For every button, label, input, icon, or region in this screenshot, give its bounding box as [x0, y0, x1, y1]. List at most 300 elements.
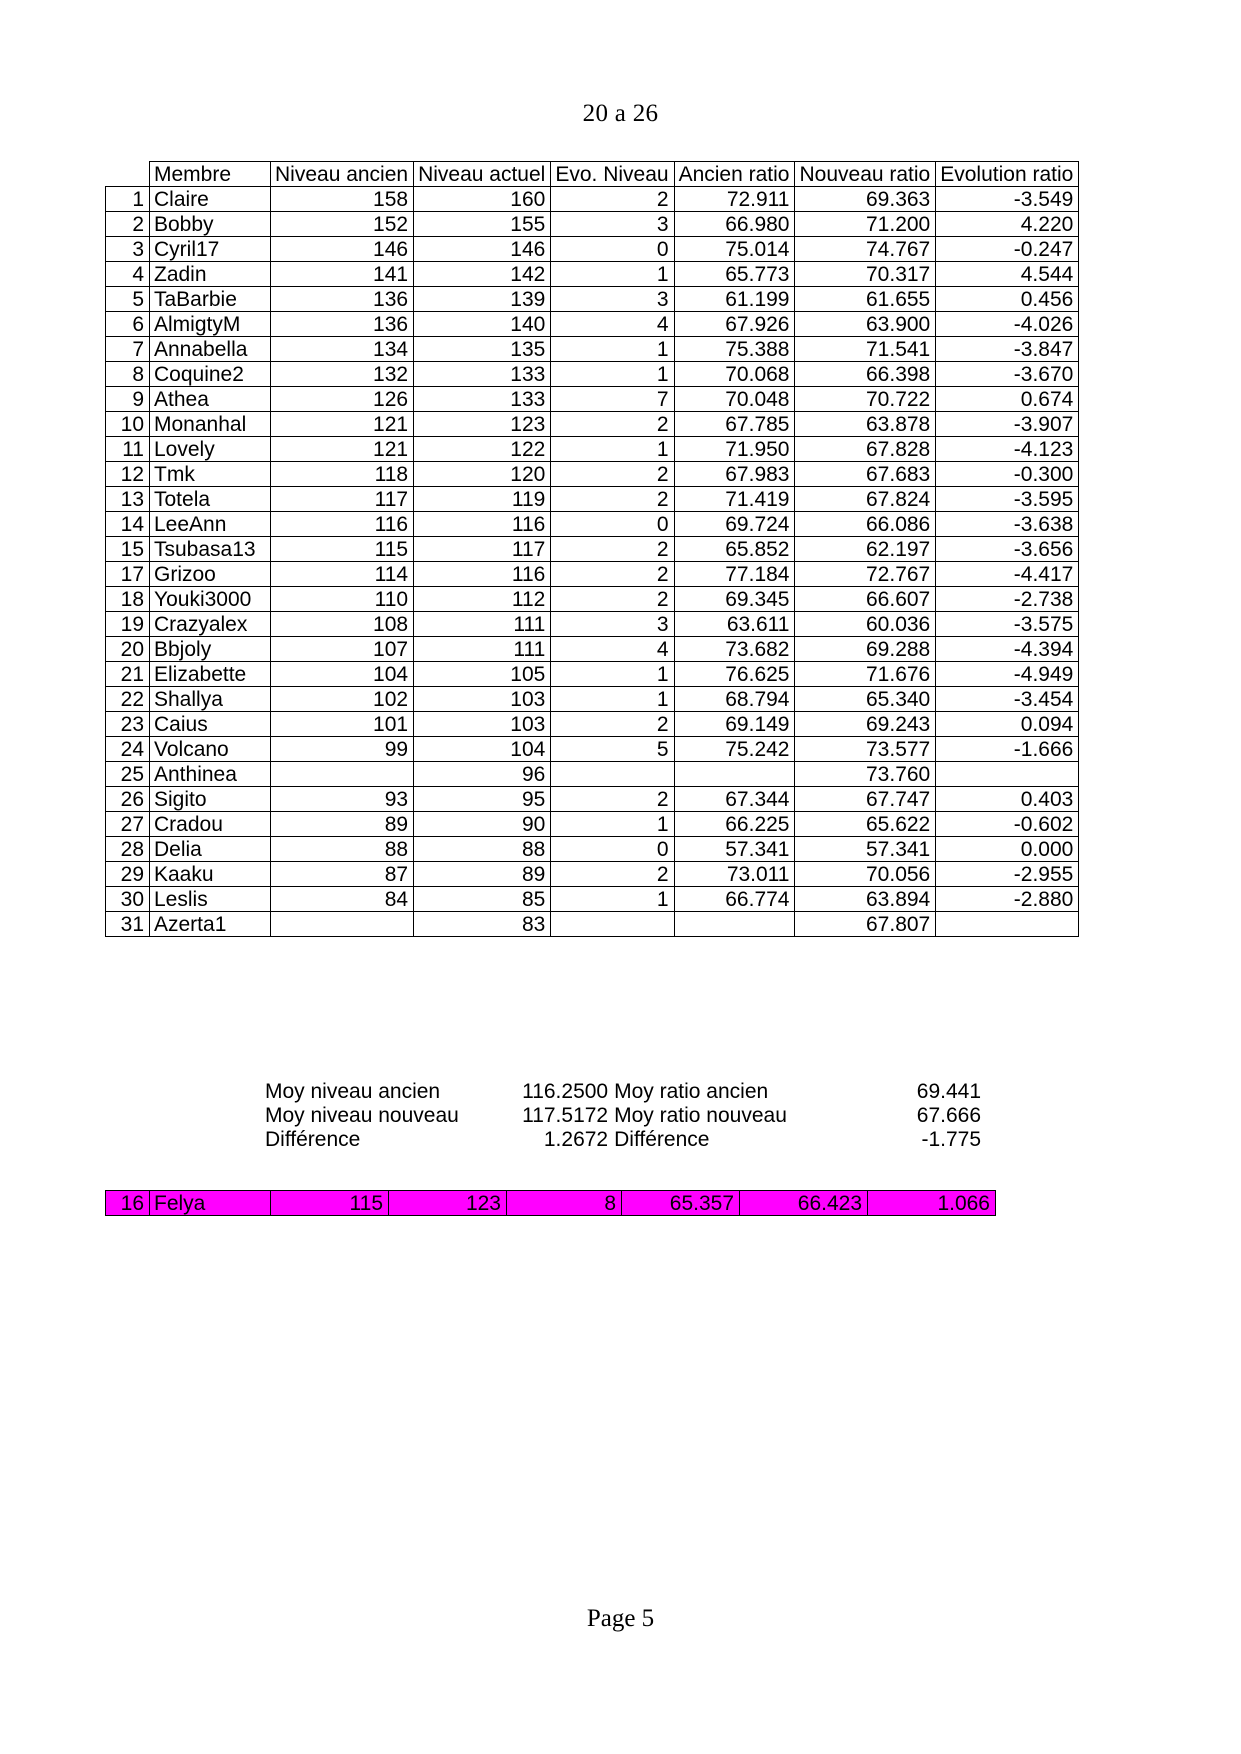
cell-evo-niveau: 4 [551, 312, 674, 337]
cell-niveau-ancien: 87 [271, 862, 414, 887]
cell-niveau-ancien: 126 [271, 387, 414, 412]
cell-niveau-actuel: 105 [414, 662, 551, 687]
cell-evolution-ratio: -1.666 [936, 737, 1079, 762]
cell-evo-niveau: 2 [551, 787, 674, 812]
cell-nouveau-ratio: 67.824 [795, 487, 936, 512]
cell-evolution-ratio: -3.656 [936, 537, 1079, 562]
cell-niveau-ancien: 107 [271, 637, 414, 662]
cell-membre: Azerta1 [150, 912, 271, 937]
cell-niveau-actuel: 133 [414, 387, 551, 412]
cell-niveau-ancien [271, 912, 414, 937]
cell-membre: Caius [150, 712, 271, 737]
table-header [106, 162, 1079, 187]
row-index: 3 [106, 237, 150, 262]
cell-evolution-ratio: -4.394 [936, 637, 1079, 662]
cell-niveau-ancien: 117 [271, 487, 414, 512]
members-table-container [105, 161, 1079, 937]
cell-niveau-actuel: 142 [414, 262, 551, 287]
cell-evo-niveau: 2 [551, 712, 674, 737]
cell-membre: TaBarbie [150, 287, 271, 312]
cell-nouveau-ratio: 65.622 [795, 812, 936, 837]
summary-row [265, 1081, 981, 1105]
row-index: 28 [106, 837, 150, 862]
summary-value-right: -1.775 [921, 1128, 982, 1151]
row-index: 1 [106, 187, 150, 212]
cell-niveau-ancien: 110 [271, 587, 414, 612]
cell-evolution-ratio: 1.066 [868, 1191, 996, 1216]
cell-evolution-ratio: 0.094 [936, 712, 1079, 737]
cell-nouveau-ratio: 69.363 [795, 187, 936, 212]
table-row [106, 612, 1079, 637]
cell-evo-niveau: 2 [551, 487, 674, 512]
table-row [106, 512, 1079, 537]
cell-niveau-ancien: 115 [271, 537, 414, 562]
table-row [106, 637, 1079, 662]
cell-evo-niveau: 1 [551, 662, 674, 687]
cell-evo-niveau: 1 [551, 887, 674, 912]
cell-nouveau-ratio: 66.398 [795, 362, 936, 387]
cell-niveau-ancien: 158 [271, 187, 414, 212]
cell-ancien-ratio: 65.773 [674, 262, 795, 287]
cell-ancien-ratio: 66.980 [674, 212, 795, 237]
cell-ancien-ratio: 73.682 [674, 637, 795, 662]
table-row [106, 462, 1079, 487]
table-row [106, 187, 1079, 212]
cell-niveau-ancien: 116 [271, 512, 414, 537]
cell-evo-niveau: 0 [551, 237, 674, 262]
table-row [106, 687, 1079, 712]
cell-niveau-ancien: 99 [271, 737, 414, 762]
summary-label-left: Moy niveau nouveau [265, 1104, 459, 1127]
cell-ancien-ratio: 66.774 [674, 887, 795, 912]
cell-membre: Tmk [150, 462, 271, 487]
row-index: 5 [106, 287, 150, 312]
cell-evo-niveau: 2 [551, 412, 674, 437]
row-index: 30 [106, 887, 150, 912]
summary-value-left: 1.2672 [543, 1128, 609, 1151]
cell-nouveau-ratio: 73.760 [795, 762, 936, 787]
cell-ancien-ratio: 67.344 [674, 787, 795, 812]
cell-ancien-ratio: 75.242 [674, 737, 795, 762]
cell-membre: Monanhal [150, 412, 271, 437]
cell-membre: Annabella [150, 337, 271, 362]
cell-evo-niveau: 3 [551, 212, 674, 237]
table-row [106, 737, 1079, 762]
cell-ancien-ratio [674, 762, 795, 787]
cell-evolution-ratio: -3.595 [936, 487, 1079, 512]
cell-evo-niveau: 1 [551, 687, 674, 712]
cell-niveau-ancien: 89 [271, 812, 414, 837]
cell-evo-niveau: 2 [551, 537, 674, 562]
row-index: 25 [106, 762, 150, 787]
cell-ancien-ratio: 67.983 [674, 462, 795, 487]
cell-evolution-ratio: 0.000 [936, 837, 1079, 862]
table-row [106, 562, 1079, 587]
table-row [106, 487, 1079, 512]
cell-nouveau-ratio: 67.828 [795, 437, 936, 462]
row-index: 11 [106, 437, 150, 462]
cell-nouveau-ratio: 69.288 [795, 637, 936, 662]
page-title: 20 a 26 [582, 100, 659, 127]
cell-niveau-actuel: 140 [414, 312, 551, 337]
cell-evolution-ratio [936, 762, 1079, 787]
cell-nouveau-ratio: 66.423 [740, 1191, 868, 1216]
cell-ancien-ratio: 66.225 [674, 812, 795, 837]
table-row [106, 587, 1079, 612]
cell-nouveau-ratio: 63.900 [795, 312, 936, 337]
cell-ancien-ratio: 57.341 [674, 837, 795, 862]
cell-niveau-actuel: 116 [414, 512, 551, 537]
cell-nouveau-ratio: 71.200 [795, 212, 936, 237]
cell-ancien-ratio: 76.625 [674, 662, 795, 687]
cell-ancien-ratio [674, 912, 795, 937]
cell-membre: Felya [150, 1191, 271, 1216]
cell-niveau-actuel: 155 [414, 212, 551, 237]
cell-evolution-ratio: -2.880 [936, 887, 1079, 912]
cell-evolution-ratio: -2.738 [936, 587, 1079, 612]
cell-ancien-ratio: 65.852 [674, 537, 795, 562]
cell-ancien-ratio: 63.611 [674, 612, 795, 637]
cell-niveau-ancien: 132 [271, 362, 414, 387]
cell-evolution-ratio: -4.417 [936, 562, 1079, 587]
cell-niveau-actuel: 116 [414, 562, 551, 587]
table-row [106, 212, 1079, 237]
cell-niveau-actuel: 96 [414, 762, 551, 787]
summary-label-left: Différence [265, 1128, 361, 1151]
summary-value-right: 69.441 [916, 1080, 982, 1103]
cell-ancien-ratio: 61.199 [674, 287, 795, 312]
row-index: 9 [106, 387, 150, 412]
cell-evo-niveau: 2 [551, 187, 674, 212]
cell-niveau-ancien: 93 [271, 787, 414, 812]
cell-niveau-ancien: 146 [271, 237, 414, 262]
cell-niveau-actuel: 111 [414, 637, 551, 662]
cell-ancien-ratio: 71.419 [674, 487, 795, 512]
column-header-evo-niveau: Evo. Niveau [551, 162, 674, 187]
column-header-niveau-actuel: Niveau actuel [414, 162, 551, 187]
cell-evolution-ratio: 0.674 [936, 387, 1079, 412]
cell-niveau-actuel: 120 [414, 462, 551, 487]
cell-niveau-actuel: 117 [414, 537, 551, 562]
cell-nouveau-ratio: 70.056 [795, 862, 936, 887]
header-corner-cell [106, 162, 150, 187]
cell-evo-niveau [551, 762, 674, 787]
table-row [106, 662, 1079, 687]
cell-nouveau-ratio: 73.577 [795, 737, 936, 762]
cell-niveau-ancien: 102 [271, 687, 414, 712]
table-row [106, 887, 1079, 912]
cell-ancien-ratio: 71.950 [674, 437, 795, 462]
cell-niveau-actuel: 89 [414, 862, 551, 887]
cell-evolution-ratio: 0.456 [936, 287, 1079, 312]
cell-evo-niveau: 2 [551, 862, 674, 887]
cell-niveau-ancien: 84 [271, 887, 414, 912]
cell-niveau-actuel: 122 [414, 437, 551, 462]
cell-evolution-ratio: -4.123 [936, 437, 1079, 462]
cell-ancien-ratio: 70.048 [674, 387, 795, 412]
cell-nouveau-ratio: 65.340 [795, 687, 936, 712]
cell-ancien-ratio: 65.357 [622, 1191, 740, 1216]
cell-niveau-actuel: 123 [389, 1191, 507, 1216]
cell-membre: Shallya [150, 687, 271, 712]
cell-niveau-ancien: 152 [271, 212, 414, 237]
cell-nouveau-ratio: 70.317 [795, 262, 936, 287]
table-row [106, 412, 1079, 437]
cell-niveau-actuel: 135 [414, 337, 551, 362]
column-header-ancien-ratio: Ancien ratio [674, 162, 795, 187]
cell-evolution-ratio: -3.907 [936, 412, 1079, 437]
cell-niveau-ancien: 104 [271, 662, 414, 687]
cell-niveau-actuel: 111 [414, 612, 551, 637]
row-index: 24 [106, 737, 150, 762]
highlighted-member-table [105, 1190, 996, 1216]
cell-niveau-actuel: 88 [414, 837, 551, 862]
cell-membre: Coquine2 [150, 362, 271, 387]
cell-nouveau-ratio: 67.683 [795, 462, 936, 487]
cell-evo-niveau: 2 [551, 462, 674, 487]
highlighted-member-container [105, 1190, 996, 1216]
cell-membre: Elizabette [150, 662, 271, 687]
row-index: 26 [106, 787, 150, 812]
cell-membre: Claire [150, 187, 271, 212]
summary-value-right: 67.666 [916, 1104, 982, 1127]
cell-evo-niveau: 5 [551, 737, 674, 762]
row-index: 12 [106, 462, 150, 487]
cell-evolution-ratio: -4.949 [936, 662, 1079, 687]
cell-niveau-ancien [271, 762, 414, 787]
row-index: 20 [106, 637, 150, 662]
cell-niveau-actuel: 83 [414, 912, 551, 937]
table-row [106, 287, 1079, 312]
summary-label-right: Différence [614, 1128, 710, 1151]
cell-niveau-ancien: 121 [271, 437, 414, 462]
cell-evolution-ratio: -3.638 [936, 512, 1079, 537]
table-row [106, 262, 1079, 287]
cell-membre: AlmigtyM [150, 312, 271, 337]
cell-nouveau-ratio: 71.676 [795, 662, 936, 687]
row-index: 6 [106, 312, 150, 337]
table-row [106, 712, 1079, 737]
cell-membre: Athea [150, 387, 271, 412]
row-index: 22 [106, 687, 150, 712]
table-row [106, 787, 1079, 812]
cell-niveau-actuel: 160 [414, 187, 551, 212]
cell-membre: LeeAnn [150, 512, 271, 537]
cell-nouveau-ratio: 67.807 [795, 912, 936, 937]
table-row [106, 337, 1079, 362]
cell-ancien-ratio: 67.785 [674, 412, 795, 437]
cell-evo-niveau: 4 [551, 637, 674, 662]
cell-niveau-actuel: 90 [414, 812, 551, 837]
cell-niveau-ancien: 114 [271, 562, 414, 587]
cell-niveau-ancien: 118 [271, 462, 414, 487]
cell-niveau-ancien: 121 [271, 412, 414, 437]
cell-niveau-ancien: 115 [271, 1191, 389, 1216]
row-index: 27 [106, 812, 150, 837]
cell-niveau-ancien: 136 [271, 312, 414, 337]
cell-evolution-ratio: 0.403 [936, 787, 1079, 812]
cell-membre: Leslis [150, 887, 271, 912]
cell-ancien-ratio: 68.794 [674, 687, 795, 712]
cell-niveau-ancien: 108 [271, 612, 414, 637]
cell-evo-niveau: 8 [507, 1191, 622, 1216]
table-row [106, 762, 1079, 787]
cell-evo-niveau: 2 [551, 562, 674, 587]
cell-evo-niveau: 3 [551, 612, 674, 637]
cell-nouveau-ratio: 66.607 [795, 587, 936, 612]
cell-nouveau-ratio: 66.086 [795, 512, 936, 537]
table-row [106, 362, 1079, 387]
cell-nouveau-ratio: 71.541 [795, 337, 936, 362]
cell-niveau-actuel: 104 [414, 737, 551, 762]
cell-nouveau-ratio: 60.036 [795, 612, 936, 637]
cell-ancien-ratio: 72.911 [674, 187, 795, 212]
table-row [106, 537, 1079, 562]
cell-niveau-ancien: 134 [271, 337, 414, 362]
cell-evolution-ratio: -3.575 [936, 612, 1079, 637]
cell-membre: Bobby [150, 212, 271, 237]
cell-niveau-ancien: 141 [271, 262, 414, 287]
cell-nouveau-ratio: 72.767 [795, 562, 936, 587]
cell-niveau-actuel: 146 [414, 237, 551, 262]
cell-membre: Kaaku [150, 862, 271, 887]
row-index: 31 [106, 912, 150, 937]
table-row [106, 237, 1079, 262]
cell-ancien-ratio: 69.345 [674, 587, 795, 612]
cell-ancien-ratio: 75.014 [674, 237, 795, 262]
cell-evo-niveau: 1 [551, 812, 674, 837]
cell-evo-niveau: 7 [551, 387, 674, 412]
cell-membre: Bbjoly [150, 637, 271, 662]
cell-niveau-ancien: 136 [271, 287, 414, 312]
cell-niveau-actuel: 112 [414, 587, 551, 612]
cell-evolution-ratio: -2.955 [936, 862, 1079, 887]
summary-label-right: Moy ratio ancien [614, 1080, 769, 1103]
cell-niveau-actuel: 139 [414, 287, 551, 312]
row-index: 14 [106, 512, 150, 537]
cell-niveau-actuel: 95 [414, 787, 551, 812]
row-index: 8 [106, 362, 150, 387]
cell-evolution-ratio: -0.247 [936, 237, 1079, 262]
cell-nouveau-ratio: 61.655 [795, 287, 936, 312]
row-index: 19 [106, 612, 150, 637]
table-row [106, 837, 1079, 862]
cell-nouveau-ratio: 74.767 [795, 237, 936, 262]
summary-row [265, 1105, 981, 1129]
table-row [106, 912, 1079, 937]
cell-ancien-ratio: 70.068 [674, 362, 795, 387]
cell-niveau-actuel: 133 [414, 362, 551, 387]
summary-label-left: Moy niveau ancien [265, 1080, 441, 1103]
cell-membre: Grizoo [150, 562, 271, 587]
table-row [106, 862, 1079, 887]
page-footer: Page 5 [586, 1605, 655, 1632]
cell-evolution-ratio: -3.549 [936, 187, 1079, 212]
cell-membre: Totela [150, 487, 271, 512]
cell-evo-niveau: 1 [551, 437, 674, 462]
row-index: 7 [106, 337, 150, 362]
table-body [106, 187, 1079, 937]
cell-membre: Tsubasa13 [150, 537, 271, 562]
cell-ancien-ratio: 69.724 [674, 512, 795, 537]
cell-nouveau-ratio: 69.243 [795, 712, 936, 737]
cell-evolution-ratio: -3.847 [936, 337, 1079, 362]
cell-membre: Lovely [150, 437, 271, 462]
cell-evo-niveau: 0 [551, 837, 674, 862]
summary-value-left: 116.2500 [522, 1080, 609, 1103]
cell-evo-niveau: 0 [551, 512, 674, 537]
cell-evo-niveau: 1 [551, 362, 674, 387]
cell-evolution-ratio: 4.544 [936, 262, 1079, 287]
summary-block [265, 1081, 981, 1153]
row-index: 29 [106, 862, 150, 887]
row-index: 2 [106, 212, 150, 237]
summary-label-right: Moy ratio nouveau [614, 1104, 787, 1127]
cell-evolution-ratio: 4.220 [936, 212, 1079, 237]
cell-niveau-actuel: 119 [414, 487, 551, 512]
cell-niveau-ancien: 101 [271, 712, 414, 737]
cell-evolution-ratio: -0.300 [936, 462, 1079, 487]
cell-nouveau-ratio: 63.878 [795, 412, 936, 437]
cell-niveau-actuel: 85 [414, 887, 551, 912]
cell-evo-niveau [551, 912, 674, 937]
cell-evolution-ratio [936, 912, 1079, 937]
cell-membre: Youki3000 [150, 587, 271, 612]
row-index: 21 [106, 662, 150, 687]
members-table [105, 161, 1079, 937]
column-header-membre: Membre [150, 162, 271, 187]
cell-niveau-actuel: 103 [414, 687, 551, 712]
row-index: 15 [106, 537, 150, 562]
cell-membre: Delia [150, 837, 271, 862]
row-index: 4 [106, 262, 150, 287]
table-row [106, 312, 1079, 337]
cell-membre: Anthinea [150, 762, 271, 787]
cell-evo-niveau: 1 [551, 262, 674, 287]
table-row [106, 437, 1079, 462]
cell-niveau-ancien: 88 [271, 837, 414, 862]
summary-value-left: 117.5172 [522, 1104, 609, 1127]
cell-ancien-ratio: 67.926 [674, 312, 795, 337]
cell-evolution-ratio: -3.454 [936, 687, 1079, 712]
cell-evo-niveau: 2 [551, 587, 674, 612]
cell-nouveau-ratio: 62.197 [795, 537, 936, 562]
row-index: 18 [106, 587, 150, 612]
cell-membre: Crazyalex [150, 612, 271, 637]
table-row [106, 812, 1079, 837]
cell-membre: Volcano [150, 737, 271, 762]
column-header-evolution-ratio: Evolution ratio [936, 162, 1079, 187]
summary-row [265, 1129, 981, 1153]
cell-nouveau-ratio: 67.747 [795, 787, 936, 812]
cell-niveau-actuel: 123 [414, 412, 551, 437]
row-index: 17 [106, 562, 150, 587]
table-row [106, 1191, 996, 1216]
cell-membre: Zadin [150, 262, 271, 287]
cell-membre: Sigito [150, 787, 271, 812]
cell-ancien-ratio: 69.149 [674, 712, 795, 737]
cell-evolution-ratio: -0.602 [936, 812, 1079, 837]
cell-evo-niveau: 3 [551, 287, 674, 312]
table-row [106, 387, 1079, 412]
row-index: 16 [106, 1191, 150, 1216]
cell-ancien-ratio: 75.388 [674, 337, 795, 362]
cell-ancien-ratio: 73.011 [674, 862, 795, 887]
column-header-nouveau-ratio: Nouveau ratio [795, 162, 936, 187]
cell-evo-niveau: 1 [551, 337, 674, 362]
cell-membre: Cradou [150, 812, 271, 837]
row-index: 13 [106, 487, 150, 512]
